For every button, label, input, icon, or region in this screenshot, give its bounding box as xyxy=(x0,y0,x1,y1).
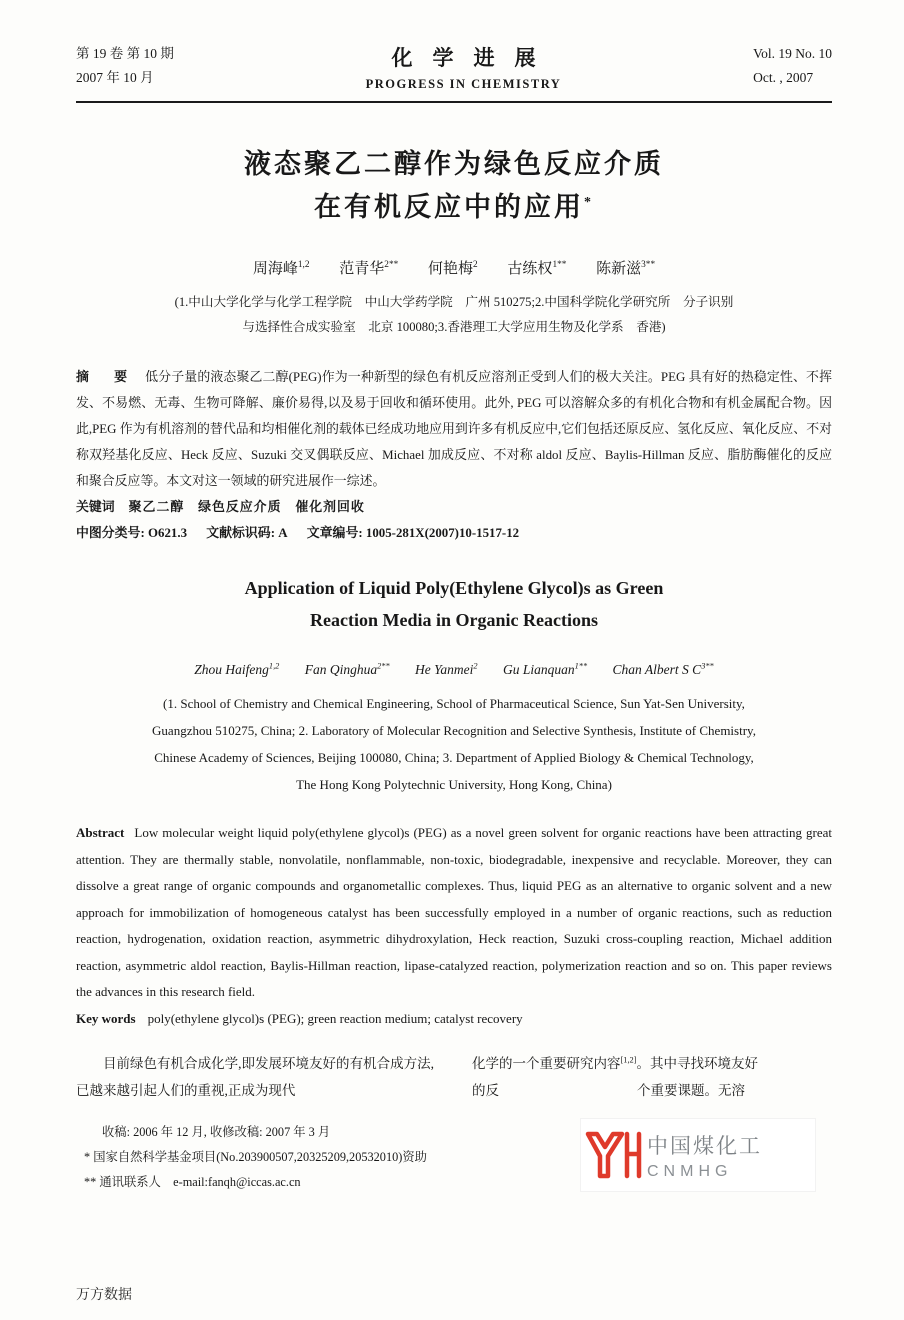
author-en: Zhou Haifeng$^{1,2}$ xyxy=(194,661,280,677)
affiliations-en xyxy=(76,690,832,798)
keywords-en xyxy=(76,1006,832,1033)
watermark-text-cn: 中国煤化工 xyxy=(647,1134,762,1158)
author-cn: 周海峰$^{1,2}$ xyxy=(252,260,310,277)
document-code: 文献标识码: A xyxy=(206,526,288,540)
keywords-en-label: Key words xyxy=(76,1010,136,1026)
issue-date-cn: 2007 年 10 月 xyxy=(76,70,154,85)
keywords-cn-label: 关键词 xyxy=(76,500,115,514)
issue-volume-cn: 第 19 卷 第 10 期 xyxy=(76,46,174,61)
author-en: Fan Qinghua$^{2**}$ xyxy=(304,661,390,677)
body-right-line1: 化学的一个重要研究内容[1,2]。其中寻找环境友好 xyxy=(472,1055,759,1071)
issue-volume-en: Vol. 19 No. 10 xyxy=(753,46,832,61)
watermark-text-en: CNMHG xyxy=(647,1162,733,1180)
issue-info xyxy=(76,42,174,90)
header-rule xyxy=(76,101,832,103)
affiliation-en-line4: The Hong Kong Polytechnic University, Hong Kong, China) xyxy=(296,777,612,792)
body-column-left xyxy=(76,1050,434,1104)
keywords-cn xyxy=(76,494,832,520)
title-cn-line1: 液态聚乙二醇作为绿色反应介质 xyxy=(244,149,664,179)
affiliation-en-line1: (1. School of Chemistry and Chemical Engineering, School of Pharmaceutical Science, Sun Yat-Sen University, xyxy=(163,696,745,711)
affiliations-cn xyxy=(76,290,832,340)
wanfang-data-mark: 万方数据 xyxy=(76,1288,132,1303)
body-columns xyxy=(76,1050,832,1104)
title-en-line1: Application of Liquid Poly(Ethylene Glycol)s as Green xyxy=(244,578,664,598)
authors-cn xyxy=(76,257,832,278)
reference-mark: [1,2] xyxy=(620,1055,637,1065)
abstract-cn-label: 摘 要 xyxy=(76,370,134,384)
author-cn: 何艳梅$^2$ xyxy=(428,260,478,277)
title-cn-line2: 在有机反应中的应用 xyxy=(314,192,584,222)
journal-name-en: PROGRESS IN CHEMISTRY xyxy=(365,77,562,91)
keywords-en-text: poly(ethylene glycol)s (PEG); green reaction medium; catalyst recovery xyxy=(147,1010,523,1026)
author-cn: 陈新滋$^{3**}$ xyxy=(596,260,656,277)
clc-number: 中图分类号: O621.3 xyxy=(76,526,188,540)
body-right-line2: 的反 个重要课题。无溶 xyxy=(472,1083,745,1098)
footnote-contact: ** 通讯联系人 e-mail:fanqh@iccas.ac.cn xyxy=(84,1175,301,1189)
footnote-funding: * 国家自然科学基金项目(No.203900507,20325209,20532010)资助 xyxy=(84,1150,427,1164)
title-footnote-mark: * xyxy=(584,195,594,210)
affiliation-en-line3: Chinese Academy of Sciences, Beijing 100080, China; 3. Department of Applied Biology & Chemical Technology, xyxy=(154,750,754,765)
abstract-en-text: Low molecular weight liquid poly(ethylene glycol)s (PEG) as a novel green solvent for organic reactions have been attracting great attention. They are thermally stable, nonvolatile, nonflammable, non-toxic, biodegradable, inexpensive and recyclable. Moreover, they can dissolve a great range of organic compounds and organometallic complexes. Thus, liquid PEG as an alternative to organic solvent and a new approach for immobilization of homogeneous catalyst has been successfully employed in a number of organic reactions, such as reduction reaction, hydrogenation, oxidation reaction, asymmetric dihydroxylation, Heck reaction, Suzuki cross-coupling reaction, Michael addition reaction, asymmetric aldol reaction, Baylis-Hillman reaction, lipase-catalyzed reaction, polymerization reaction and so on. This paper reviews the advances in this research field. xyxy=(76,825,832,999)
cnmhg-logo-icon xyxy=(581,1127,647,1183)
affiliation-cn-line1: (1.中山大学化学与化学工程学院 中山大学药学院 广州 510275;2.中国科学院化学研究所 分子识别 xyxy=(174,295,734,309)
article-id: 文章编号: 1005-281X(2007)10-1517-12 xyxy=(306,526,520,540)
article-title-en xyxy=(76,572,832,636)
abstract-en xyxy=(76,820,832,1006)
author-en: He Yanmei$^2$ xyxy=(415,661,478,677)
journal-name-block xyxy=(174,42,753,92)
affiliation-cn-line2: 与选择性合成实验室 北京 100080;3.香港理工大学应用生物及化学系 香港) xyxy=(242,320,666,334)
article-title-cn xyxy=(76,143,832,229)
abstract-en-label: Abstract xyxy=(76,825,125,840)
issue-date-en: Oct. , 2007 xyxy=(753,70,814,85)
keywords-cn-text: 聚乙二醇 绿色反应介质 催化剂回收 xyxy=(128,500,365,514)
author-en: Gu Lianquan$^{1**}$ xyxy=(502,661,588,677)
abstract-cn xyxy=(76,364,832,494)
title-en-line2: Reaction Media in Organic Reactions xyxy=(310,610,598,630)
author-cn: 范青华$^{2**}$ xyxy=(339,260,399,277)
authors-en xyxy=(76,662,832,678)
author-cn: 古练权$^{1**}$ xyxy=(507,260,567,277)
journal-name-cn: 化学进展 xyxy=(391,46,556,70)
affiliation-en-line2: Guangzhou 510275, China; 2. Laboratory of Molecular Recognition and Selective Synthesis, Institute of Chemistry, xyxy=(152,723,756,738)
footnote-received: 收稿: 2006 年 12 月, 收修改稿: 2007 年 3 月 xyxy=(102,1125,331,1139)
author-en: Chan Albert S $C^{3**}$ xyxy=(612,661,714,677)
abstract-cn-text: 低分子量的液态聚乙二醇(PEG)作为一种新型的绿色有机反应溶剂正受到人们的极大关注。PEG 具有好的热稳定性、不挥发、不易燃、无毒、生物可降解、廉价易得,以及易于回收和循环使用。此外, PEG 可以溶解众多的有机化合物和有机金属配合物。因此,PEG 作为有机溶剂的替代品和均相催化剂的载体已经成功地应用到许多有机反应中,它们包括还原反应、氢化反应、氧化反应、不对称双羟基化反应、Heck 反应、Suzuki 交叉偶联反应、Michael 加成反应、不对称 aldol 反应、Baylis-Hillman 反应、脂肪酶催化的反应和聚合反应等。本文对这一领域的研究进展作一综述。 xyxy=(76,370,832,488)
body-column-right xyxy=(472,1050,830,1104)
clc-line xyxy=(76,520,832,546)
watermark-text xyxy=(647,1130,762,1181)
watermark-cnmhg xyxy=(580,1118,816,1192)
journal-header xyxy=(76,42,832,92)
body-left-paragraph: 目前绿色有机合成化学,即发展环境友好的有机合成方法,已越来越引起人们的重视,正成为现代 xyxy=(76,1056,434,1098)
issue-info-en xyxy=(753,42,832,90)
